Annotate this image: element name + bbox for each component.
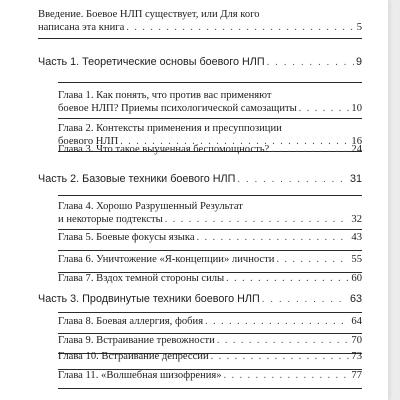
toc-part-2 <box>38 173 362 186</box>
toc-entry-text: Глава 3. Что такое выученная беспомощность? <box>58 144 270 155</box>
divider <box>58 250 362 251</box>
part-divider <box>58 312 362 313</box>
toc-chapter-7 <box>58 272 362 285</box>
toc-chapter-5 <box>58 231 362 244</box>
toc-entry-text: Глава 6. Уничтожение «Я-концепции» личности <box>58 254 275 265</box>
leader-dots <box>165 213 350 226</box>
page-number: 55 <box>351 254 362 265</box>
page-number: 5 <box>356 22 362 33</box>
page-number: 64 <box>351 316 362 327</box>
divider <box>58 388 362 389</box>
leader-dots <box>299 102 350 115</box>
page-number: 70 <box>351 335 362 346</box>
toc-entry-text: и некоторые подтексты <box>58 214 163 225</box>
toc-entry-text: Глава 8. Боевая аллергия, фобия <box>58 316 204 327</box>
toc-entry-text: написана эта книга <box>38 22 125 33</box>
leader-dots <box>126 21 354 34</box>
toc-part-1 <box>38 56 362 69</box>
page-number: 73 <box>351 351 362 362</box>
toc-entry-text: Глава 2. Контексты применения и пресуппозиции <box>58 123 282 134</box>
toc-chapter-11 <box>58 369 362 382</box>
page-number: 60 <box>351 273 362 284</box>
toc-chapter-9 <box>58 334 362 347</box>
toc-entry-text: Глава 11. «Волшебная шизофрения» <box>58 370 222 381</box>
toc-chapter-1 <box>58 89 362 115</box>
toc-entry-text: Глава 4. Хорошо Разрушенный Результат <box>58 201 243 212</box>
page-number: 43 <box>351 232 362 243</box>
page-number: 32 <box>351 214 362 225</box>
leader-dots <box>237 173 348 186</box>
toc-entry-text: Глава 10. Встраивание депрессии <box>58 351 209 362</box>
toc-entry-intro <box>38 8 362 34</box>
leader-dots <box>224 369 350 382</box>
page-number: 63 <box>349 293 362 305</box>
leader-dots <box>197 231 350 244</box>
page-number: 24 <box>351 144 362 155</box>
toc-entry-text: Глава 1. Как понять, что против вас применяют <box>58 90 272 101</box>
leader-dots <box>267 56 354 69</box>
part-title: Часть 3. Продвинутые техники боевого НЛП <box>38 293 260 305</box>
toc-part-3 <box>38 293 362 306</box>
toc-chapter-6 <box>58 253 362 266</box>
part-divider <box>58 82 362 83</box>
page-number: 10 <box>351 103 362 114</box>
leader-dots <box>217 334 350 347</box>
toc-entry-text: боевого НЛП <box>58 136 119 147</box>
toc-chapter-3 <box>58 143 362 156</box>
leader-dots <box>211 350 350 363</box>
leader-dots <box>271 143 349 156</box>
page-number: 31 <box>349 173 362 185</box>
leader-dots <box>262 293 348 306</box>
divider <box>38 38 362 39</box>
part-title: Часть 2. Базовые техники боевого НЛП <box>38 173 236 185</box>
page-number: 9 <box>355 56 362 68</box>
toc-entry-text: Глава 7. Вздох темной стороны силы <box>58 273 225 284</box>
toc-entry-text: Глава 5. Боевые фокусы языка <box>58 232 195 243</box>
toc-chapter-10 <box>58 350 362 363</box>
leader-dots <box>205 315 349 328</box>
leader-dots <box>276 253 349 266</box>
toc-chapter-4 <box>58 200 362 226</box>
toc-entry-text: Глава 9. Встраивание тревожности <box>58 335 215 346</box>
part-divider <box>58 195 362 196</box>
divider <box>58 229 362 230</box>
part-title: Часть 1. Теоретические основы боевого НЛП <box>38 56 265 68</box>
leader-dots <box>226 272 349 285</box>
toc-chapter-8 <box>58 315 362 328</box>
toc-entry-text: боевое НЛП? Приемы психологической самозащиты <box>58 103 297 114</box>
page-number: 16 <box>351 136 362 147</box>
toc-entry-text: Введение. Боевое НЛП существует, или Для кого <box>38 9 260 20</box>
divider <box>58 118 362 119</box>
page-number: 77 <box>351 370 362 381</box>
